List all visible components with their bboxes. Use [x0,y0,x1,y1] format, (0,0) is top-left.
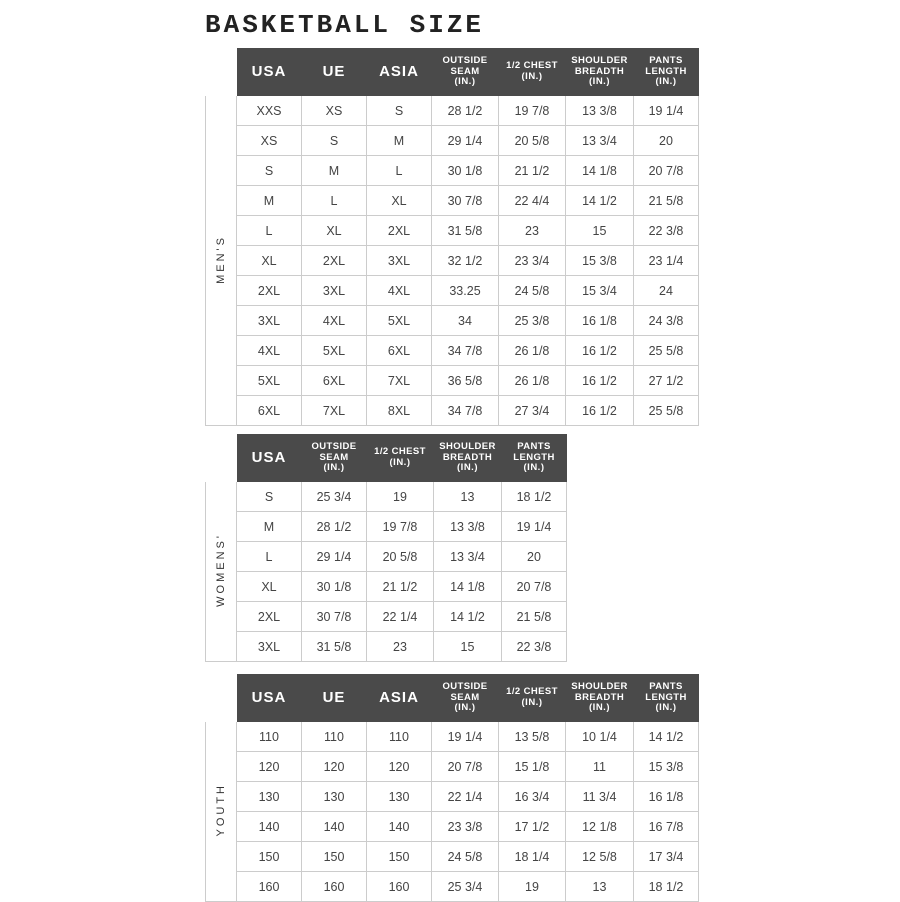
cell: 14 1/8 [566,156,634,186]
cell: 26 1/8 [499,336,566,366]
youth-table-header [206,675,699,722]
cell: 140 [367,812,432,842]
mens-header-outside-seam-label: OUTSIDE SEAM [442,54,488,77]
cell: 17 1/2 [499,812,566,842]
cell: 14 1/8 [434,572,502,602]
cell: 27 1/2 [634,366,699,396]
cell: 140 [237,812,302,842]
youth-header-pants-length [634,675,699,722]
womens-size-table-block [205,434,567,662]
table-row [206,126,699,156]
table-row [206,812,699,842]
cell: 28 1/2 [302,512,367,542]
womens-header-pants-length [502,435,567,482]
youth-header-shoulder-breadth [566,675,634,722]
cell: 3XL [302,276,367,306]
table-row [206,752,699,782]
cell: 10 1/4 [566,722,634,752]
cell: 7XL [367,366,432,396]
cell: 6XL [237,396,302,426]
table-row [206,246,699,276]
mens-table-body [206,96,699,426]
womens-header-shoulder-breadth [434,435,502,482]
table-row [206,632,567,662]
table-row [206,186,699,216]
womens-header-shoulder-breadth-unit: (IN.) [457,462,478,474]
mens-header-outside-seam [432,49,499,96]
youth-header-shoulder-breadth-label: SHOULDER BREADTH [571,680,628,703]
youth-header-half-chest-label: 1/2 CHEST [506,686,558,698]
cell: 20 [634,126,699,156]
cell: 3XL [367,246,432,276]
cell: 24 [634,276,699,306]
table-row [206,276,699,306]
cell: S [302,126,367,156]
table-row [206,482,567,512]
cell: 160 [237,872,302,902]
youth-section-label [206,722,237,902]
cell: XS [302,96,367,126]
cell: 5XL [367,306,432,336]
cell: 27 3/4 [499,396,566,426]
womens-header-shoulder-breadth-label: SHOULDER BREADTH [439,440,496,463]
cell: 28 1/2 [432,96,499,126]
cell: 20 7/8 [634,156,699,186]
cell: S [237,482,302,512]
cell: 19 [367,482,434,512]
youth-header-shoulder-breadth-unit: (IN.) [589,702,610,714]
mens-header-corner [206,49,237,96]
mens-header-shoulder-breadth-unit: (IN.) [589,76,610,88]
cell: 33.25 [432,276,499,306]
table-row [206,572,567,602]
cell: 22 1/4 [432,782,499,812]
cell: XL [237,246,302,276]
cell: 11 [566,752,634,782]
cell: 4XL [302,306,367,336]
mens-header-half-chest-label: 1/2 CHEST [506,60,558,72]
table-row [206,156,699,186]
cell: 11 3/4 [566,782,634,812]
cell: XS [237,126,302,156]
cell: M [302,156,367,186]
cell: 140 [302,812,367,842]
cell: 34 7/8 [432,336,499,366]
cell: 19 1/4 [502,512,567,542]
cell: 16 1/8 [566,306,634,336]
youth-header-ue: UE [302,675,367,722]
cell: 14 1/2 [634,722,699,752]
cell: S [367,96,432,126]
cell: 6XL [302,366,367,396]
cell: L [302,186,367,216]
cell: 24 5/8 [499,276,566,306]
cell: 12 5/8 [566,842,634,872]
cell: 22 4/4 [499,186,566,216]
womens-header-outside-seam-unit: (IN.) [323,462,345,474]
youth-header-outside-seam-unit: (IN.) [454,702,476,714]
youth-header-pants-length-label: PANTS LENGTH [645,680,687,703]
cell: 19 7/8 [499,96,566,126]
cell: 32 1/2 [432,246,499,276]
cell: 110 [367,722,432,752]
cell: 31 5/8 [302,632,367,662]
cell: 13 [566,872,634,902]
cell: 13 3/8 [434,512,502,542]
cell: 7XL [302,396,367,426]
cell: 150 [237,842,302,872]
cell: 25 5/8 [634,336,699,366]
youth-header-pants-length-unit: (IN.) [655,702,677,714]
womens-header-outside-seam [302,435,367,482]
cell: L [237,216,302,246]
table-row [206,542,567,572]
cell: M [237,186,302,216]
table-row [206,722,699,752]
cell: 6XL [367,336,432,366]
youth-size-table-block [205,674,699,902]
cell: 15 3/4 [566,276,634,306]
cell: 23 [367,632,434,662]
cell: 36 5/8 [432,366,499,396]
mens-section-label-text: MEN'S [215,234,227,284]
cell: 29 1/4 [302,542,367,572]
cell: 110 [237,722,302,752]
womens-header-corner [206,435,237,482]
cell: 19 1/4 [634,96,699,126]
cell: 25 5/8 [634,396,699,426]
cell: 160 [302,872,367,902]
cell: 120 [367,752,432,782]
cell: 23 3/8 [432,812,499,842]
cell: XL [302,216,367,246]
womens-header-half-chest-label: 1/2 CHEST [374,446,426,458]
youth-header-outside-seam-label: OUTSIDE SEAM [442,680,488,703]
cell: 15 [566,216,634,246]
cell: 25 3/4 [432,872,499,902]
mens-header-half-chest-unit: (IN.) [521,71,543,82]
cell: 25 3/8 [499,306,566,336]
cell: 18 1/4 [499,842,566,872]
womens-header-usa: USA [237,435,302,482]
mens-table-header [206,49,699,96]
cell: 13 3/4 [434,542,502,572]
cell: 110 [302,722,367,752]
cell: 23 [499,216,566,246]
table-row [206,306,699,336]
cell: 20 5/8 [367,542,434,572]
cell: 22 1/4 [367,602,434,632]
table-row [206,512,567,542]
cell: 31 5/8 [432,216,499,246]
cell: 130 [302,782,367,812]
cell: 30 7/8 [432,186,499,216]
cell: 16 1/8 [634,782,699,812]
womens-table-header [206,435,567,482]
womens-header-pants-length-unit: (IN.) [523,462,545,474]
cell: 14 1/2 [434,602,502,632]
cell: 15 1/8 [499,752,566,782]
womens-size-table [205,434,567,662]
table-row [206,366,699,396]
youth-header-corner [206,675,237,722]
cell: 12 1/8 [566,812,634,842]
cell: L [367,156,432,186]
cell: 25 3/4 [302,482,367,512]
mens-header-shoulder-breadth [566,49,634,96]
cell: 22 3/8 [634,216,699,246]
youth-size-table [205,674,699,902]
cell: 30 7/8 [302,602,367,632]
youth-header-half-chest [499,675,566,722]
cell: 30 1/8 [432,156,499,186]
cell: 2XL [237,276,302,306]
cell: 13 5/8 [499,722,566,752]
cell: 13 3/4 [566,126,634,156]
youth-header-outside-seam [432,675,499,722]
womens-header-half-chest [367,435,434,482]
page-title: BASKETBALL SIZE [205,10,485,40]
cell: 2XL [367,216,432,246]
cell: 150 [302,842,367,872]
cell: 30 1/8 [302,572,367,602]
youth-header-asia: ASIA [367,675,432,722]
table-row [206,216,699,246]
cell: 3XL [237,632,302,662]
table-row [206,782,699,812]
table-row [206,602,567,632]
cell: 13 3/8 [566,96,634,126]
cell: 2XL [237,602,302,632]
mens-header-shoulder-breadth-label: SHOULDER BREADTH [571,54,628,77]
mens-header-pants-length-label: PANTS LENGTH [645,54,687,77]
cell: XL [367,186,432,216]
womens-header-half-chest-unit: (IN.) [389,457,411,468]
cell: 16 3/4 [499,782,566,812]
cell: 3XL [237,306,302,336]
cell: 16 1/2 [566,366,634,396]
womens-header-pants-length-label: PANTS LENGTH [513,440,555,463]
youth-section-label-text: YOUTH [215,783,227,837]
mens-header-ue: UE [302,49,367,96]
cell: 24 5/8 [432,842,499,872]
womens-section-label [206,482,237,662]
cell: 20 5/8 [499,126,566,156]
cell: 34 7/8 [432,396,499,426]
mens-size-table-block [205,48,699,426]
cell: 8XL [367,396,432,426]
cell: M [367,126,432,156]
cell: 20 [502,542,567,572]
cell: 130 [237,782,302,812]
cell: XXS [237,96,302,126]
cell: 5XL [302,336,367,366]
cell: 21 1/2 [367,572,434,602]
cell: 15 3/8 [634,752,699,782]
cell: 23 1/4 [634,246,699,276]
cell: 18 1/2 [502,482,567,512]
cell: M [237,512,302,542]
mens-size-table [205,48,699,426]
mens-header-pants-length-unit: (IN.) [655,76,677,88]
cell: 4XL [237,336,302,366]
cell: 15 3/8 [566,246,634,276]
cell: 19 7/8 [367,512,434,542]
cell: 15 [434,632,502,662]
cell: 21 5/8 [634,186,699,216]
cell: 23 3/4 [499,246,566,276]
table-row [206,872,699,902]
table-row [206,96,699,126]
table-row [206,336,699,366]
cell: 16 1/2 [566,336,634,366]
mens-header-outside-seam-unit: (IN.) [454,76,476,88]
cell: 22 3/8 [502,632,567,662]
cell: 130 [367,782,432,812]
cell: 120 [302,752,367,782]
mens-header-pants-length [634,49,699,96]
cell: 29 1/4 [432,126,499,156]
youth-header-half-chest-unit: (IN.) [521,697,543,708]
table-row [206,396,699,426]
cell: 14 1/2 [566,186,634,216]
cell: 2XL [302,246,367,276]
youth-table-body [206,722,699,902]
cell: 16 7/8 [634,812,699,842]
womens-header-outside-seam-label: OUTSIDE SEAM [311,440,357,463]
cell: 4XL [367,276,432,306]
cell: 24 3/8 [634,306,699,336]
cell: 19 1/4 [432,722,499,752]
cell: 20 7/8 [502,572,567,602]
womens-section-label-text: WOMENS' [215,533,227,607]
cell: 5XL [237,366,302,396]
mens-header-asia: ASIA [367,49,432,96]
cell: 160 [367,872,432,902]
cell: 17 3/4 [634,842,699,872]
cell: L [237,542,302,572]
cell: 16 1/2 [566,396,634,426]
cell: 21 5/8 [502,602,567,632]
youth-header-usa: USA [237,675,302,722]
cell: 13 [434,482,502,512]
womens-table-body [206,482,567,662]
cell: 34 [432,306,499,336]
cell: 19 [499,872,566,902]
mens-section-label [206,96,237,426]
cell: 120 [237,752,302,782]
cell: XL [237,572,302,602]
cell: 150 [367,842,432,872]
cell: S [237,156,302,186]
cell: 20 7/8 [432,752,499,782]
mens-header-usa: USA [237,49,302,96]
cell: 18 1/2 [634,872,699,902]
mens-header-half-chest [499,49,566,96]
cell: 26 1/8 [499,366,566,396]
cell: 21 1/2 [499,156,566,186]
table-row [206,842,699,872]
